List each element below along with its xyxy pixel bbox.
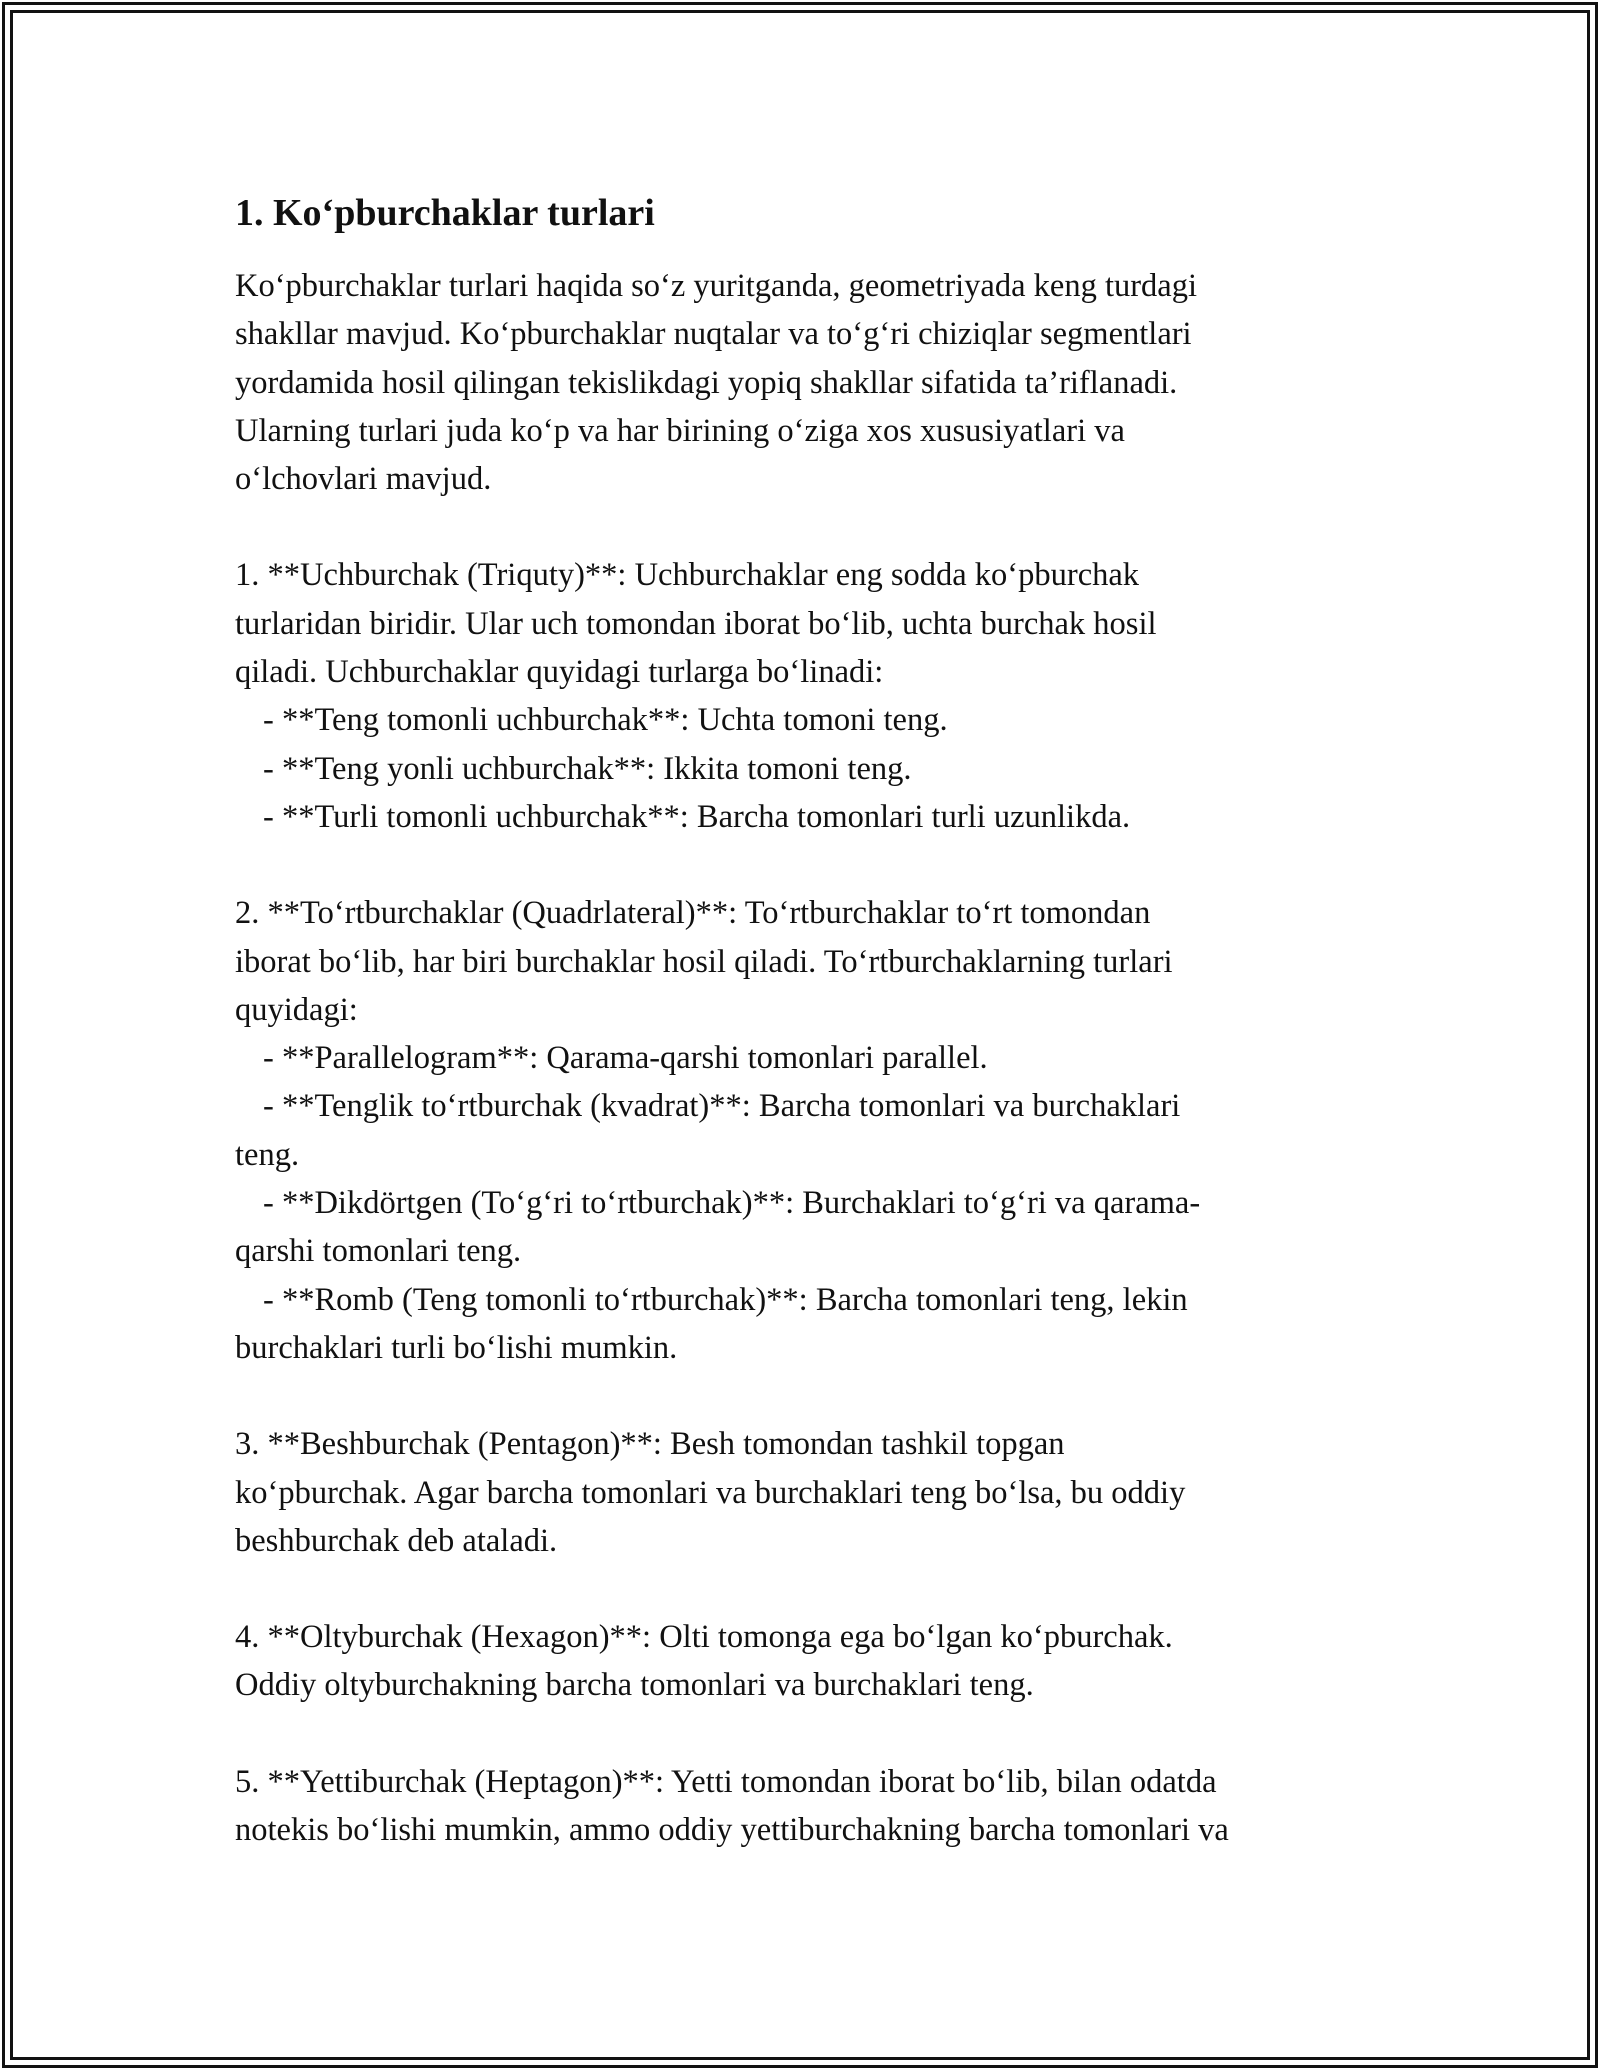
text-line: o‘lchovlari mavjud. xyxy=(235,461,492,498)
list-item: - **Turli tomonli uchburchak**: Barcha tomonlari turli uzunlikda. xyxy=(263,798,1131,835)
text-line: 1. **Uchburchak (Triquty)**: Uchburchaklar eng sodda ko‘pburchak xyxy=(235,557,1140,594)
text-line: teng. xyxy=(235,1136,300,1173)
text-line: 2. **To‘rtburchaklar (Quadrlateral)**: To‘rtburchaklar to‘rt tomondan xyxy=(235,895,1151,932)
text-line: 3. **Beshburchak (Pentagon)**: Besh tomondan tashkil topgan xyxy=(235,1426,1065,1463)
text-line: yordamida hosil qilingan tekislikdagi yopiq shakllar sifatida ta’riflanadi. xyxy=(235,364,1178,401)
quadrilateral-paragraph xyxy=(235,889,1385,1372)
text-line: 4. **Oltyburchak (Hexagon)**: Olti tomonga ega bo‘lgan ko‘pburchak. xyxy=(235,1619,1173,1656)
list-item: - **Teng tomonli uchburchak**: Uchta tomoni teng. xyxy=(263,702,948,739)
text-line: notekis bo‘lishi mumkin, ammo oddiy yettiburchakning barcha tomonlari va xyxy=(235,1812,1229,1849)
text-line: qarshi tomonlari teng. xyxy=(235,1233,522,1270)
document-body xyxy=(235,188,1385,1902)
text-line: turlaridan biridir. Ular uch tomondan iborat bo‘lib, uchta burchak hosil xyxy=(235,605,1157,642)
text-line: Ularning turlari juda ko‘p va har birining o‘ziga xos xususiyatlari va xyxy=(235,412,1125,449)
list-item: - **Dikdörtgen (To‘g‘ri to‘rtburchak)**: Burchaklari to‘g‘ri va qarama- xyxy=(263,1185,1201,1222)
intro-paragraph xyxy=(235,262,1385,503)
text-line: beshburchak deb ataladi. xyxy=(235,1522,558,1559)
text-line: 5. **Yettiburchak (Heptagon)**: Yetti tomondan iborat bo‘lib, bilan odatda xyxy=(235,1763,1217,1800)
text-line: Ko‘pburchaklar turlari haqida so‘z yuritganda, geometriyada keng turdagi xyxy=(235,268,1198,304)
section-heading: 1. Ko‘pburchaklar turlari xyxy=(235,192,655,234)
text-line: Oddiy oltyburchakning barcha tomonlari va burchaklari teng. xyxy=(235,1667,1034,1704)
text-line: shakllar mavjud. Ko‘pburchaklar nuqtalar va to‘g‘ri chiziqlar segmentlari xyxy=(235,316,1192,353)
text-line: burchaklari turli bo‘lishi mumkin. xyxy=(235,1329,678,1366)
list-item: - **Tenglik to‘rtburchak (kvadrat)**: Barcha tomonlari va burchaklari xyxy=(263,1088,1181,1125)
list-item: - **Parallelogram**: Qarama-qarshi tomonlari parallel. xyxy=(263,1040,988,1077)
list-item: - **Teng yonli uchburchak**: Ikkita tomoni teng. xyxy=(263,750,912,787)
heptagon-paragraph xyxy=(235,1758,1385,1855)
hexagon-paragraph xyxy=(235,1613,1385,1710)
text-line: qiladi. Uchburchaklar quyidagi turlarga bo‘linadi: xyxy=(235,654,884,691)
list-item: - **Romb (Teng tomonli to‘rtburchak)**: Barcha tomonlari teng, lekin xyxy=(263,1281,1188,1318)
text-line: ko‘pburchak. Agar barcha tomonlari va burchaklari teng bo‘lsa, bu oddiy xyxy=(235,1474,1186,1511)
text-line: iborat bo‘lib, har biri burchaklar hosil qiladi. To‘rtburchaklarning turlari xyxy=(235,943,1173,980)
text-line: quyidagi: xyxy=(235,991,358,1028)
pentagon-paragraph xyxy=(235,1420,1385,1565)
triangle-paragraph xyxy=(235,551,1385,841)
